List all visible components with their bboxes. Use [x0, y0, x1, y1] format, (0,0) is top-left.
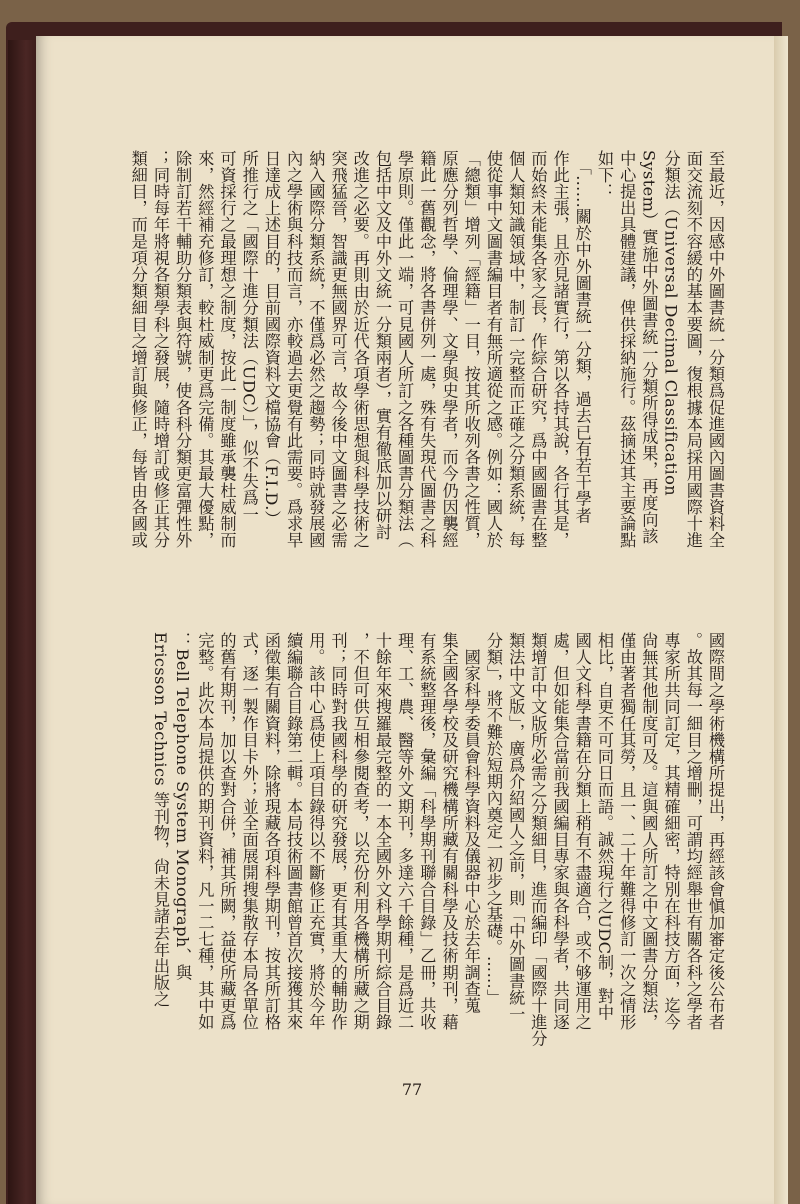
text-column: 國家科學委員會科學資料及儀器中心於去年調查蒐: [461, 632, 481, 1014]
book-page: [36, 36, 788, 1204]
text-column: 面交流刻不容緩的基本要圖，復根據本局採用國際十進: [683, 150, 703, 549]
text-column: 理、工、農、醫等外文期刊，多達六千餘種，是爲近二: [395, 632, 415, 1031]
text-column: 國人文科學書籍在分類上稍有不盡適合，或不够運用之: [572, 632, 592, 1031]
text-column: 刊；同時對我國科學的研究發展，更有其重大的輔助作: [328, 632, 348, 1031]
text-column: ，不但可供互相參閱查考，以充份利用各機構所藏之期: [350, 632, 370, 1031]
text-column: ：Bell Telephone System Monograph、與: [173, 632, 193, 981]
text-column: 至最近，因感中外圖書統一分類爲促進國內圖書資料全: [706, 150, 725, 549]
text-column: 十餘年來搜羅最完整的一本全國外文科學期刊綜合目錄: [372, 632, 392, 1031]
text-column: 使從事中文圖書編目者有無所適從之感。例如：國人於: [483, 150, 503, 549]
book-spine-edge: [8, 40, 38, 1204]
text-column: 相比，自更不可同日而語。誠然現行之UDC制，對中: [594, 632, 614, 1021]
text-column: Ericsson Technics 等刊物，尙未見諸去年出版之: [150, 632, 170, 1008]
text-column: 分類法（Universal Decimal Classification: [661, 150, 681, 497]
text-column: 籍此一舊觀念，將各書併列一處，殊有失現代圖書之科: [417, 150, 437, 549]
text-column: 可資採行之最理想之制度，按此一制度雖承襲杜威制而: [217, 150, 237, 549]
text-column: 的舊有期刊，加以查對合併，補其所闕，益使所藏更爲: [217, 632, 237, 1031]
text-column: 突飛猛晉，智識更無國界可言，故今後中文圖書之必需: [328, 150, 348, 549]
text-column: 作此主張，且亦見諸實行，第以各持其說，各行其是，: [550, 150, 570, 549]
text-column: System）實施中外圖書統一分類所得成果，再度向該: [639, 150, 659, 545]
page-edge-shade: [774, 36, 788, 1204]
text-column: 學原則。僅此一端，可見國人所訂之各種圖書分類法（: [395, 150, 415, 549]
text-column: 包括中文及中外文統一分類兩者），實有徹底加以研討: [372, 150, 392, 541]
text-column: 所推行之「國際十進分類法（UDC）」，似不失爲一: [239, 150, 259, 523]
text-column: 專家所共同訂定，其精確細密，特別在科技方面，迄今: [661, 632, 681, 1031]
text-column: 。故其每一細目之增刪，可謂均經舉世有關各科之學者: [683, 632, 703, 1031]
text-column: 尙無其他制度可及。這與國人所訂之中文圖書分類法，: [639, 632, 659, 1031]
text-column: 國際間之學術機構所提出，再經該會愼加審定後公布者: [706, 632, 725, 1031]
text-column: 原應分列哲學、倫理學、文學與史學者，而今仍因襲經: [439, 150, 459, 549]
text-column: 而始終未能集各家之長，作綜合研究，爲中國圖書在整: [528, 150, 548, 549]
text-column: 僅由著者獨任其勞，且一、二十年難得修訂一次之情形: [617, 632, 637, 1031]
text-column: 個人類知識領域中，制訂一完整而正確之分類系統，每: [506, 150, 526, 549]
text-column: 中心提出具體建議，俾供採納施行。茲摘述其主要論點: [617, 150, 637, 549]
text-column: 日達成上述目的，目前國際資料文檔協會（F.I.D.）: [261, 150, 281, 528]
upper-text-block: [127, 150, 726, 624]
text-column: 類增訂中文版所必需之分類細目，進而編印「國際十進分: [528, 632, 548, 1047]
text-column: 式，逐一製作目卡外；並全面展開搜集散存本局各單位: [239, 632, 259, 1031]
text-column: 除制訂若干輔助分類表與符號，使各科分類更富彈性外: [173, 150, 193, 549]
text-column: 來，然經補充修訂，較杜威制更爲完備。其最大優點，: [195, 150, 215, 549]
text-column: 如下：: [594, 150, 614, 200]
text-column: 類細目，而是項分類細目之增訂與修正，每皆由各國或: [128, 150, 148, 549]
text-column: 「……關於中外圖書統一分類，過去已有若干學者: [572, 150, 592, 524]
text-column: 有系統整理後，彙編「科學期刊聯合目錄」乙冊，共收: [417, 632, 437, 1031]
text-column: 分類」，將不難於短期內奠定一初步之基礎。……」: [483, 632, 503, 1006]
text-column: 函徵集有關資料，除將現藏各項科學期刊，按其所訂格: [261, 632, 281, 1031]
text-column: 內之學術與科技而言，亦較過去更覺有此需要。爲求早: [284, 150, 304, 549]
text-column: 改進之必要。再則由於近代各項學術思想與科學技術之: [350, 150, 370, 549]
text-column: 「總類」增列「經籍」一目，按其所收列各書之性質，: [461, 150, 481, 549]
text-column: 完整。此次本局提供的期刊資料，凡一二七種，其中如: [195, 632, 215, 1031]
text-column: 類法中文版」，廣爲介紹國人之前，則「中外圖書統一: [506, 632, 526, 1023]
text-column: 續編聯合目錄第二輯。本局技術圖書館曾首次接獲其來: [284, 632, 304, 1031]
text-column: 用。該中心爲使上項目錄得以不斷修正充實，將於今年: [306, 632, 326, 1031]
text-column: 集全國各學校及研究機構所藏有關科學及技術期刊，藉: [439, 632, 459, 1031]
text-column: 納入國際分類系統，不僅爲必然之趨勢；同時就發展國: [306, 150, 326, 549]
text-column: ；同時每年將視各類學科之發展，隨時增訂或修正其分: [150, 150, 170, 549]
lower-text-block: [149, 632, 726, 1068]
page-number: 77: [401, 1080, 423, 1099]
text-column: 處，但如能集合當前我國編目專家與各科學者，共同逐: [550, 632, 570, 1031]
